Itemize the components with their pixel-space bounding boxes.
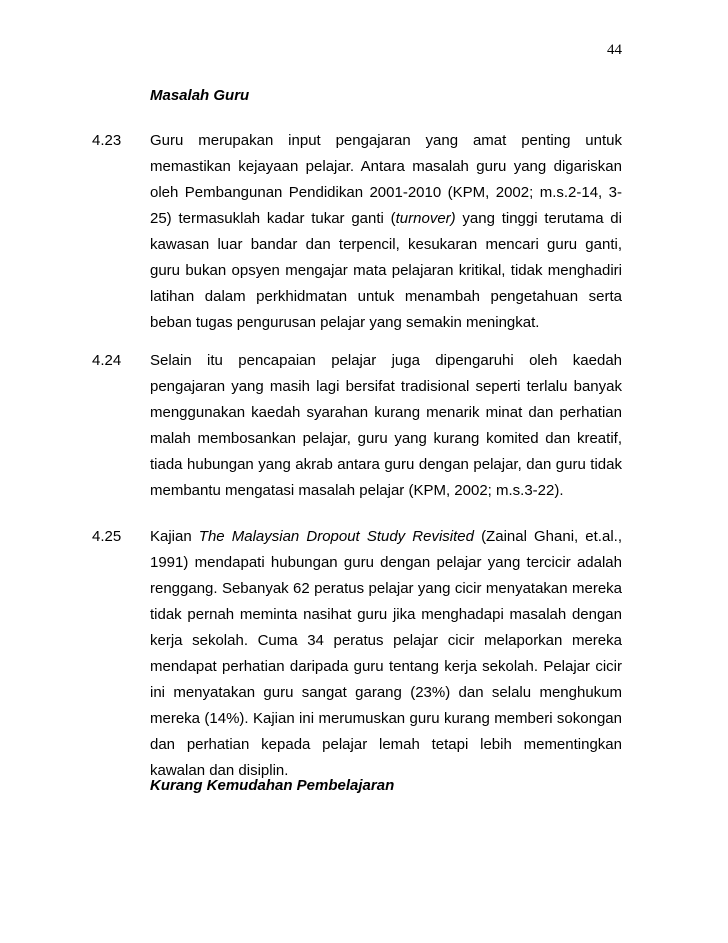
paragraph-text-italic: The Malaysian Dropout Study Revisited <box>198 528 474 545</box>
paragraph-text-part: Kajian <box>150 528 199 545</box>
paragraph-number: 4.25 <box>92 528 122 545</box>
paragraph-number: 4.24 <box>92 352 122 369</box>
section-heading-kurang-kemudahan: Kurang Kemudahan Pembelajaran <box>150 777 395 794</box>
paragraph-text-part: (Zainal Ghani, et.al., 1991) mendapati hubungan guru dengan pelajar yang tercicir adalah renggang. Sebanyak 62 peratus pelajar yang cicir menyatakan mereka tidak pernah meminta nasihat guru jika menghadapi masalah dengan kerja sekolah. Cuma 34 peratus pelajar cicir melaporkan mereka mendapat perhatian daripada guru tentang kerja sekolah. Pelajar cicir ini menyatakan guru sangat garang (23%) dan selalu menghukum mereka (14%). Kajian ini merumuskan guru kurang memberi sokongan dan perhatian kepada pelajar lemah tetapi lebih mementingkan kawalan dan disiplin. <box>150 528 622 779</box>
paragraph-text-part: yang tinggi terutama di kawasan luar bandar dan terpencil, kesukaran mencari guru ganti, guru bukan opsyen mengajar mata pelajaran kritikal, tidak menghadiri latihan dalam perkhidmatan untuk menambah pengetahuan serta beban tugas pengurusan pelajar yang semakin meningkat. <box>150 210 622 331</box>
paragraph-4-25 <box>92 524 622 784</box>
paragraph-text <box>150 524 622 784</box>
page-number: 44 <box>607 42 622 58</box>
paragraph-text <box>150 128 622 336</box>
paragraph-text <box>150 348 622 504</box>
section-heading-masalah-guru: Masalah Guru <box>150 87 250 104</box>
paragraph-text-part: Guru merupakan input pengajaran yang amat penting untuk memastikan kejayaan pelajar. Antara masalah guru yang digariskan oleh Pembangunan Pendidikan 2001-2010 (KPM, 2002; m.s.2-14, 3-25) termasuklah kadar tukar ganti ( <box>150 132 622 227</box>
paragraph-4-23 <box>92 128 622 336</box>
paragraph-text-italic: turnover) <box>395 210 456 227</box>
paragraph-text-part: Selain itu pencapaian pelajar juga dipengaruhi oleh kaedah pengajaran yang masih lagi bersifat tradisional seperti terlalu banyak menggunakan kaedah syarahan kurang menarik minat dan perhatian malah membosankan pelajar, guru yang kurang komited dan kreatif, tiada hubungan yang akrab antara guru dengan pelajar, dan guru tidak membantu mengatasi masalah pelajar (KPM, 2002; m.s.3-22). <box>150 352 622 499</box>
paragraph-4-24 <box>92 348 622 504</box>
paragraph-number: 4.23 <box>92 132 122 149</box>
